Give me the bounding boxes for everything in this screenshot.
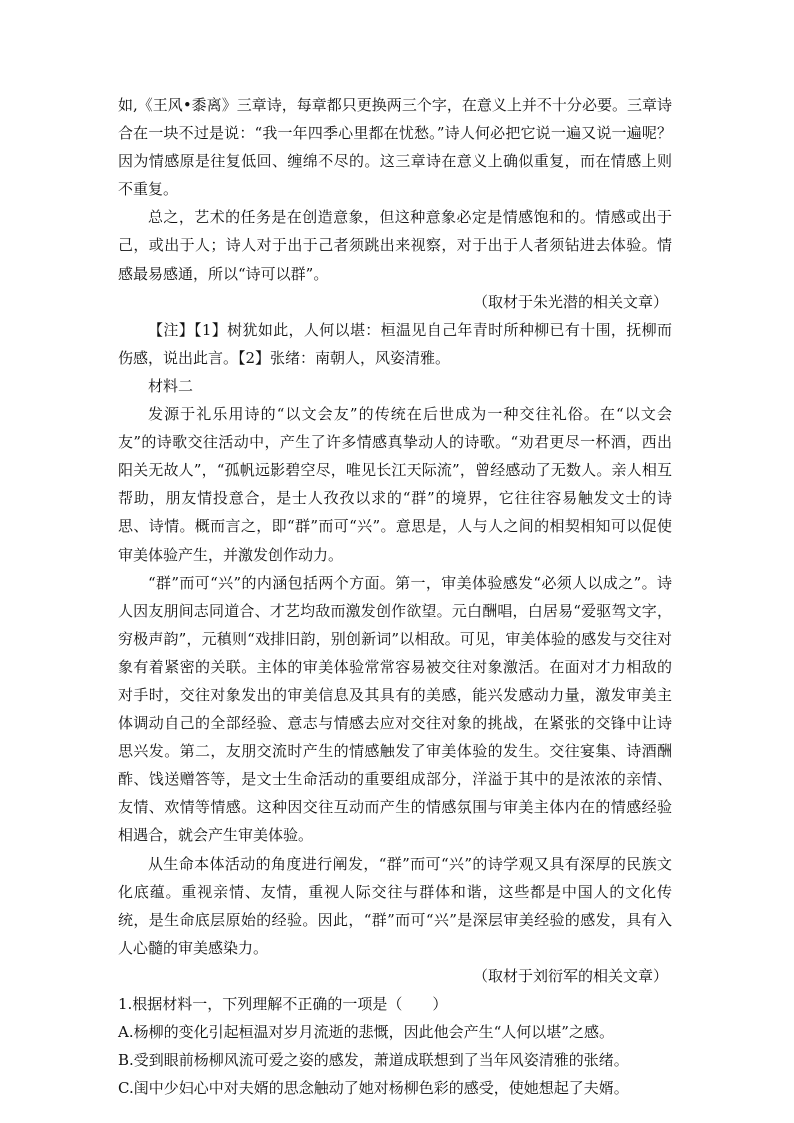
paragraph-material-two-2: “群”而可“兴”的内涵包括两个方面。第一，审美体验感发“必须人以成之”。诗人因友朋间志同道合、才艺均敌而激发创作欲望。元白酬唱，白居易“爱驱驾文字，穷极声韵”，元稹则“戏排旧韵，别创新词”以相敌。可见，审美体验的感发与交往对象有着紧密的关联。主体的审美体验常常容易被交往对象激活。在面对才力相敌的对手时，交往对象发出的审美信息及其具有的美感，能兴发感动力量，激发审美主体调动自己的全部经验、意志与情感去应对交往对象的挑战，在紧张的交锋中让诗思兴发。第二，友朋交流时产生的情感触发了审美体验的发生。交往宴集、诗酒酬酢、饯送赠答等，是文士生命活动的重要组成部分，洋溢于其中的是浓浓的亲情、友情、欢情等情感。这种因交往互动而产生的情感氛围与审美主体内在的情感经验相遇合，就会产生审美体验。: [118, 573, 672, 845]
material-two-heading: 材料二: [148, 376, 194, 395]
paragraph-summary: 总之，艺术的任务是在创造意象，但这种意象必定是情感饱和的。情感或出于己，或出于人；诗人对于出于己者须跳出来视察，对于出于人者须钻进去体验。情感最易感通，所以“诗可以群”。: [118, 208, 672, 283]
source-citation-1: （取材于朱光潜的相关文章）: [472, 292, 668, 311]
question-option-a: A.杨柳的变化引起桓温对岁月流逝的悲慨，因此他会产生“人何以堪”之感。: [118, 1023, 614, 1042]
annotation-note: 【注】【1】树犹如此，人何以堪：桓温见自己年青时所种柳已有十围，抚柳而伤感，说出此言。【2】张绪：南朝人，风姿清雅。: [118, 320, 672, 367]
paragraph-continuation: 如,《王风•黍离》三章诗，每章都只更换两三个字，在意义上并不十分必要。三章诗合在一块不过是说：“我一年四季心里都在忧愁。”诗人何必把它说一遍又说一遍呢？因为情感原是往复低回、缠绵不尽的。这三章诗在意义上确似重复，而在情感上则不重复。: [118, 96, 672, 199]
paragraph-material-two-3: 从生命本体活动的角度进行阐发，“群”而可“兴”的诗学观又具有深厚的民族文化底蕴。重视亲情、友情，重视人际交往与群体和谐，这些都是中国人的文化传统，是生命底层原始的经验。因此，“群”而可“兴”是深层审美经验的感发，具有入人心髓的审美感染力。: [118, 854, 672, 957]
document-body: [118, 91, 672, 1102]
paragraph-material-two-1: 发源于礼乐用诗的“以文会友”的传统在后世成为一种交往礼俗。在“以文会友”的诗歌交往活动中，产生了许多情感真挚动人的诗歌。“劝君更尽一杯酒，西出阳关无故人”，“孤帆远影碧空尽，唯见长江天际流”，曾经感动了无数人。亲人相互帮助，朋友情投意合，是士人孜孜以求的“群”的境界，它往往容易触发文士的诗思、诗情。概而言之，即“群”而可“兴”。意思是，人与人之间的相契相知可以促使审美体验产生，并激发创作动力。: [118, 405, 672, 564]
question-option-b: B.受到眼前杨柳风流可爱之姿的感发，萧道成联想到了当年风姿清雅的张绪。: [118, 1051, 629, 1070]
question-option-c: C.闺中少妇心中对夫婿的思念触动了她对杨柳色彩的感受，使她想起了夫婿。: [118, 1079, 629, 1098]
source-citation-2: （取材于刘衍军的相关文章）: [472, 966, 668, 985]
question-stem: 1.根据材料一，下列理解不正确的一项是（ ）: [118, 995, 448, 1013]
